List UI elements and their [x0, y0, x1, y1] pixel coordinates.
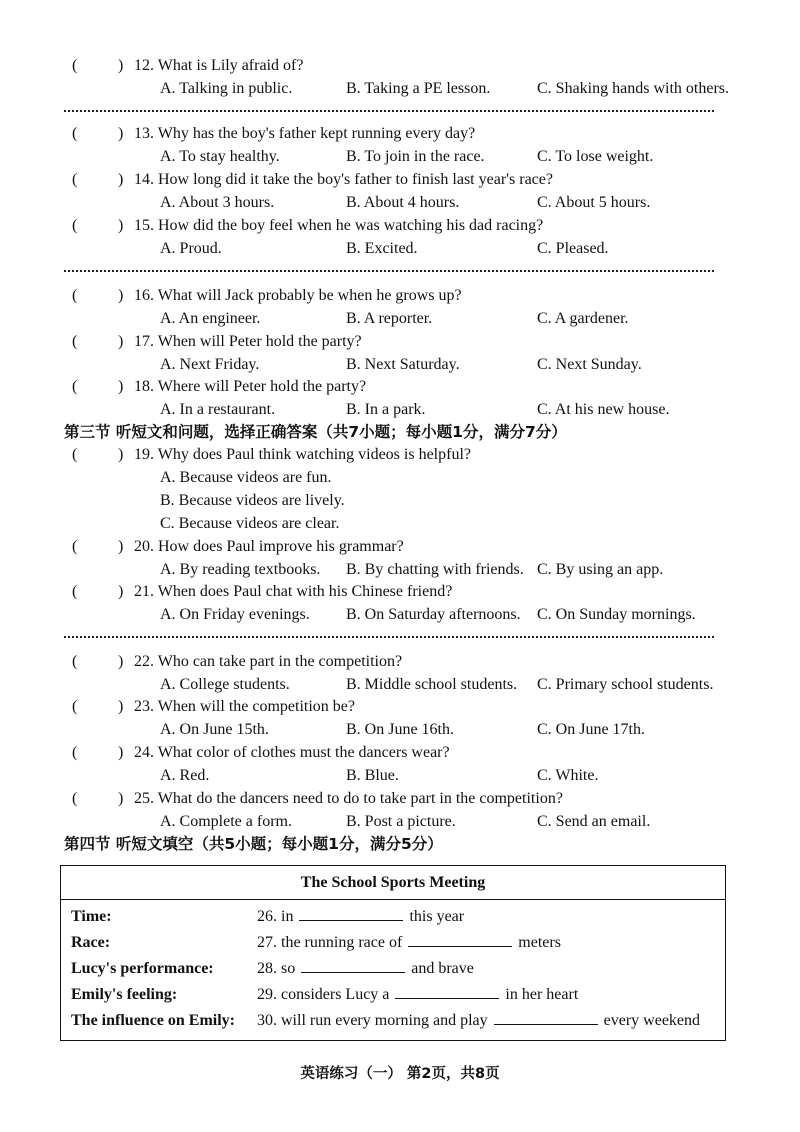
question-number: 21	[134, 583, 150, 600]
question-number: 20	[134, 538, 150, 555]
option-a: A. College students.	[160, 676, 290, 693]
dotted-separator	[64, 270, 714, 272]
option-b: B. Next Saturday.	[346, 356, 460, 373]
row-suffix: every weekend	[603, 1012, 701, 1029]
question-number: 13	[134, 125, 150, 142]
option-a: A. Because videos are fun.	[160, 469, 332, 486]
option-a: A. Complete a form.	[160, 813, 292, 830]
option-a: A. An engineer.	[160, 310, 261, 327]
option-a: A. On Friday evenings.	[160, 606, 310, 623]
dotted-separator	[64, 636, 714, 638]
question-text: When will the competition be?	[157, 698, 355, 715]
option-c: C. Shaking hands with others.	[537, 80, 729, 97]
answer-paren-close: )	[118, 653, 124, 670]
question-text: How does Paul improve his grammar?	[158, 538, 404, 555]
row-label: Race:	[71, 934, 111, 951]
answer-paren-open: (	[72, 171, 78, 188]
option-b: B. Taking a PE lesson.	[346, 80, 491, 97]
question-number: 17	[134, 333, 150, 350]
row-prefix: 27. the running race of	[257, 934, 403, 951]
option-c: C. Pleased.	[537, 240, 609, 257]
answer-paren-open: (	[72, 653, 78, 670]
option-c: C. On Sunday mornings.	[537, 606, 696, 623]
option-b: B. Middle school students.	[346, 676, 518, 693]
table-row	[61, 982, 725, 1008]
option-c: C. On June 17th.	[537, 721, 645, 738]
answer-paren-open: (	[72, 57, 78, 74]
answer-paren-close: )	[118, 790, 124, 807]
question-number: 16	[134, 287, 150, 304]
option-b: B. On Saturday afternoons.	[346, 606, 521, 623]
question-text: What is Lily afraid of?	[157, 57, 304, 74]
answer-paren-close: )	[118, 287, 124, 304]
answer-paren-open: (	[72, 125, 78, 142]
answer-paren-open: (	[72, 538, 78, 555]
section-3-heading: 第三节 听短文和问题，选择正确答案（共7小题；每小题1分，满分7分）	[64, 423, 567, 441]
question-number: 14	[134, 171, 150, 188]
option-a: A. To stay healthy.	[160, 148, 280, 165]
question-number: 23	[134, 698, 150, 715]
answer-paren-close: )	[118, 698, 124, 715]
answer-paren-open: (	[72, 790, 78, 807]
answer-paren-open: (	[72, 378, 78, 395]
table-row	[61, 1008, 725, 1034]
table-row	[61, 904, 725, 930]
answer-paren-open: (	[72, 446, 78, 463]
option-c: C. Send an email.	[537, 813, 651, 830]
question-text: What color of clothes must the dancers wear?	[157, 744, 450, 761]
fill-in-table	[60, 865, 726, 1041]
option-a: A. In a restaurant.	[160, 401, 276, 418]
option-a: A. Proud.	[160, 240, 222, 257]
answer-paren-open: (	[72, 583, 78, 600]
question-text: Who can take part in the competition?	[157, 653, 403, 670]
option-a: A. Red.	[160, 767, 210, 784]
answer-paren-close: )	[118, 171, 124, 188]
question-number: 25	[134, 790, 150, 807]
answer-paren-open: (	[72, 333, 78, 350]
option-c: C. White.	[537, 767, 599, 784]
answer-paren-open: (	[72, 744, 78, 761]
row-prefix: 26. in	[257, 908, 294, 925]
question-number: 22	[134, 653, 150, 670]
row-prefix: 28. so	[257, 960, 296, 977]
answer-paren-close: )	[118, 583, 124, 600]
row-label: Time:	[71, 908, 112, 925]
option-c: C. About 5 hours.	[537, 194, 651, 211]
page-footer: 英语练习（一） 第2页，共8页	[300, 1066, 500, 1082]
option-b: B. On June 16th.	[346, 721, 454, 738]
answer-paren-close: )	[118, 378, 124, 395]
option-b: B. Excited.	[346, 240, 418, 257]
answer-blank-26[interactable]	[299, 906, 403, 921]
answer-paren-close: )	[118, 446, 124, 463]
row-label: Emily's feeling:	[71, 986, 178, 1003]
question-text: Where will Peter hold the party?	[157, 378, 367, 395]
option-b: B. A reporter.	[346, 310, 433, 327]
option-b: B. By chatting with friends.	[346, 561, 524, 578]
answer-paren-open: (	[72, 217, 78, 234]
answer-blank-27[interactable]	[408, 932, 512, 947]
answer-paren-open: (	[72, 287, 78, 304]
question-text: What will Jack probably be when he grows up?	[157, 287, 462, 304]
table-row	[61, 930, 725, 956]
option-a: A. Talking in public.	[160, 80, 293, 97]
option-a: A. Next Friday.	[160, 356, 260, 373]
row-suffix: meters	[518, 934, 561, 951]
option-a: A. By reading textbooks.	[160, 561, 321, 578]
question-number: 15	[134, 217, 150, 234]
answer-paren-close: )	[118, 333, 124, 350]
question-text: How did the boy feel when he was watching his dad racing?	[158, 217, 544, 234]
answer-paren-close: )	[118, 744, 124, 761]
row-label: Lucy's performance:	[71, 960, 214, 977]
option-c: C. Next Sunday.	[537, 356, 642, 373]
row-label: The influence on Emily:	[71, 1012, 236, 1029]
option-b: B. To join in the race.	[346, 148, 485, 165]
row-suffix: and brave	[411, 960, 474, 977]
table-row	[61, 956, 725, 982]
question-text: Why does Paul think watching videos is helpful?	[157, 446, 471, 463]
question-number: 12	[134, 57, 150, 74]
option-a: A. On June 15th.	[160, 721, 269, 738]
option-c: C. By using an app.	[537, 561, 664, 578]
answer-blank-28[interactable]	[301, 958, 405, 973]
question-text: Why has the boy's father kept running every day?	[157, 125, 476, 142]
answer-paren-open: (	[72, 698, 78, 715]
option-a: A. About 3 hours.	[160, 194, 275, 211]
option-c: C. To lose weight.	[537, 148, 654, 165]
row-suffix: this year	[409, 908, 465, 925]
row-suffix: in her heart	[505, 986, 579, 1003]
option-b: B. Post a picture.	[346, 813, 456, 830]
question-number: 18	[134, 378, 150, 395]
question-text: When does Paul chat with his Chinese friend?	[157, 583, 453, 600]
answer-paren-close: )	[118, 538, 124, 555]
option-c: C. Because videos are clear.	[160, 515, 340, 532]
option-c: C. At his new house.	[537, 401, 670, 418]
answer-paren-close: )	[118, 125, 124, 142]
question-text: How long did it take the boy's father to finish last year's race?	[158, 171, 553, 188]
option-c: C. A gardener.	[537, 310, 629, 327]
question-text: What do the dancers need to do to take part in the competition?	[157, 790, 563, 807]
option-b: B. Because videos are lively.	[160, 492, 345, 509]
answer-blank-30[interactable]	[494, 1010, 598, 1025]
dotted-separator	[64, 110, 714, 112]
section-4-heading: 第四节 听短文填空（共5小题；每小题1分，满分5分）	[64, 835, 443, 853]
question-number: 24	[134, 744, 150, 761]
answer-blank-29[interactable]	[395, 984, 499, 999]
question-number: 19	[134, 446, 150, 463]
option-b: B. Blue.	[346, 767, 399, 784]
row-prefix: 29. considers Lucy a	[257, 986, 390, 1003]
option-c: C. Primary school students.	[537, 676, 714, 693]
answer-paren-close: )	[118, 57, 124, 74]
option-b: B. In a park.	[346, 401, 426, 418]
table-title: The School Sports Meeting	[61, 866, 725, 900]
option-b: B. About 4 hours.	[346, 194, 460, 211]
question-text: When will Peter hold the party?	[157, 333, 362, 350]
answer-paren-close: )	[118, 217, 124, 234]
row-prefix: 30. will run every morning and play	[257, 1012, 488, 1029]
